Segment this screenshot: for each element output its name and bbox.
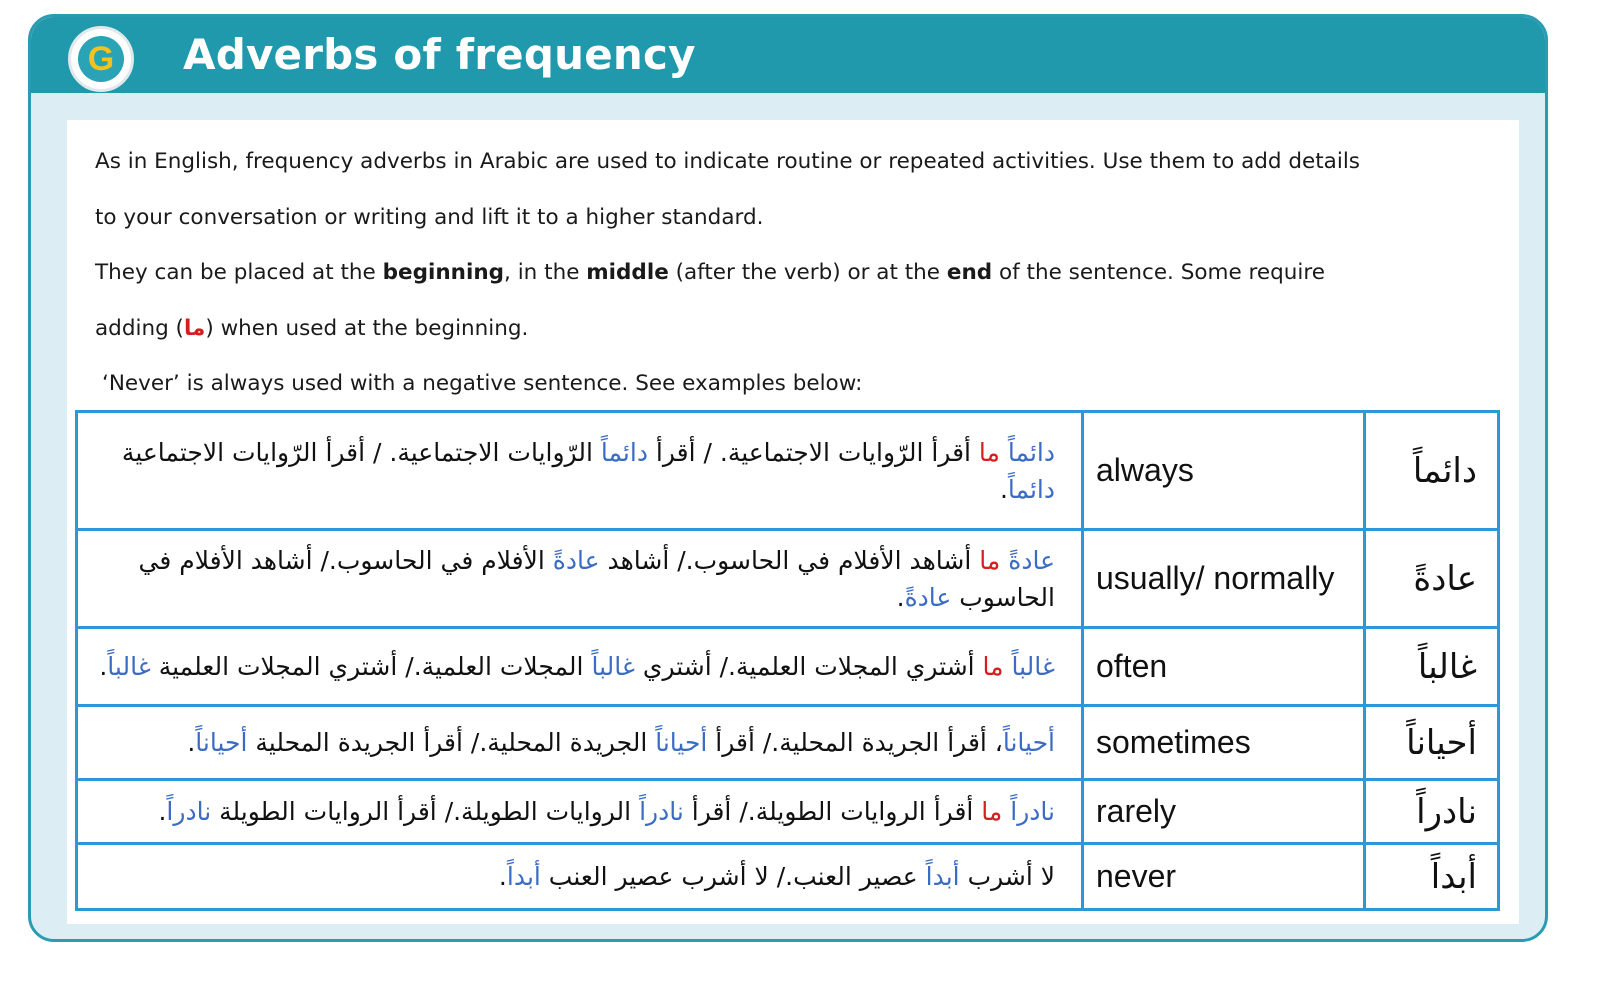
table-row — [77, 628, 1499, 706]
adverb-highlight: أحياناً — [655, 728, 708, 757]
example-text: . — [99, 652, 108, 681]
adverb-highlight: غالباً — [591, 652, 635, 681]
example-text: المجلات العلمية./ أشتري المجلات العلمية — [150, 652, 592, 681]
example-text: الجريدة المحلية./ أقرأ الجريدة المحلية — [247, 728, 656, 757]
table-row — [77, 412, 1499, 530]
ma-particle: ما — [982, 652, 1004, 681]
intro-line-2: to your conversation or writing and lift it to a higher standard. — [95, 204, 764, 230]
example-text: الأفلام في الحاسوب./ أشاهد الأفلام في الحاسوب — [138, 545, 1055, 612]
arabic-adverb-cell: نادراً — [1365, 780, 1499, 844]
example-text: . — [187, 728, 196, 757]
content-panel — [67, 120, 1519, 924]
example-text: أقرأ الرّوايات الاجتماعية. / أقرأ — [647, 437, 979, 467]
arabic-adverb-cell: غالباً — [1365, 628, 1499, 706]
logo-letter: G — [87, 40, 115, 78]
table-row — [77, 780, 1499, 844]
english-cell: usually/ normally — [1083, 530, 1365, 628]
example-text — [1000, 438, 1008, 467]
table-row — [77, 530, 1499, 628]
example-text: عصير العنب./ لا أشرب عصير العنب — [540, 862, 926, 891]
adverb-highlight: عادةً — [552, 545, 600, 575]
adverb-highlight: عادةً — [904, 582, 952, 612]
emphasis-middle: middle — [586, 260, 669, 285]
example-cell — [77, 780, 1083, 844]
example-text: أشاهد الأفلام في الحاسوب./ أشاهد — [599, 545, 980, 575]
english-cell: often — [1083, 628, 1365, 706]
adverb-highlight: أبداً — [506, 862, 541, 891]
adverb-highlight: دائماً — [600, 437, 648, 467]
logo-icon — [68, 26, 134, 92]
arabic-adverb-cell: عادةً — [1365, 530, 1499, 628]
intro-line-5: ‘Never’ is always used with a negative sentence. See examples below: — [102, 371, 863, 396]
example-text: . — [896, 582, 905, 612]
adverb-highlight: نادراً — [166, 797, 212, 826]
ma-particle: ما — [981, 797, 1003, 826]
page-title: Adverbs of frequency — [183, 30, 696, 79]
emphasis-beginning: beginning — [382, 260, 505, 285]
ma-particle: ما — [183, 315, 206, 341]
ma-particle: ما — [979, 545, 1001, 575]
example-text: أشتري المجلات العلمية./ أشتري — [634, 652, 983, 681]
adverb-highlight: غالباً — [1011, 652, 1055, 681]
example-cell — [77, 706, 1083, 780]
intro-line-4: adding (ما) when used at the beginning. — [95, 315, 529, 341]
intro-line-1: As in English, frequency adverbs in Arabic are used to indicate routine or repeated activities. Use them to add details — [95, 149, 1361, 174]
adverbs-table — [75, 410, 1500, 911]
arabic-adverb-cell: دائماً — [1365, 412, 1499, 530]
example-text: الرّوايات الاجتماعية. / أقرأ الرّوايات الاجتماعية — [121, 437, 601, 467]
example-text: . — [498, 862, 507, 891]
example-cell — [77, 412, 1083, 530]
example-text: . — [158, 797, 167, 826]
ma-particle: ما — [978, 437, 1000, 467]
adverb-highlight: أحياناً — [195, 728, 248, 757]
example-text — [1004, 652, 1012, 681]
english-cell: never — [1083, 844, 1365, 910]
adverb-highlight: دائماً — [1007, 437, 1055, 467]
example-text: ، أقرأ الجريدة المحلية./ أقرأ — [707, 728, 1003, 757]
emphasis-end: end — [946, 260, 993, 285]
table-row — [77, 706, 1499, 780]
header-bar — [31, 17, 1545, 93]
adverb-highlight: أحياناً — [1002, 728, 1055, 757]
intro-line-3: They can be placed at the beginning, in the middle (after the verb) or at the end of the sentence. Some require — [95, 260, 1325, 285]
english-cell: sometimes — [1083, 706, 1365, 780]
adverb-highlight: نادراً — [639, 797, 684, 826]
adverb-highlight: نادراً — [1010, 797, 1055, 826]
example-text: أقرأ الروايات الطويلة./ أقرأ — [683, 797, 982, 826]
adverb-highlight: غالباً — [107, 652, 151, 681]
table-row — [77, 844, 1499, 910]
arabic-adverb-cell: أحياناً — [1365, 706, 1499, 780]
example-text: . — [999, 474, 1008, 504]
intro-text — [95, 134, 1505, 412]
english-cell: rarely — [1083, 780, 1365, 844]
adverbs-card — [28, 14, 1548, 942]
english-cell: always — [1083, 412, 1365, 530]
example-text: الروايات الطويلة./ أقرأ الروايات الطويلة — [211, 797, 640, 826]
example-cell — [77, 628, 1083, 706]
adverb-highlight: أبداً — [925, 862, 960, 891]
example-text: لا أشرب — [959, 862, 1055, 891]
arabic-adverb-cell: أبداً — [1365, 844, 1499, 910]
example-cell — [77, 530, 1083, 628]
example-cell — [77, 844, 1083, 910]
adverb-highlight: دائماً — [1007, 474, 1055, 504]
adverb-highlight: عادةً — [1008, 545, 1055, 575]
